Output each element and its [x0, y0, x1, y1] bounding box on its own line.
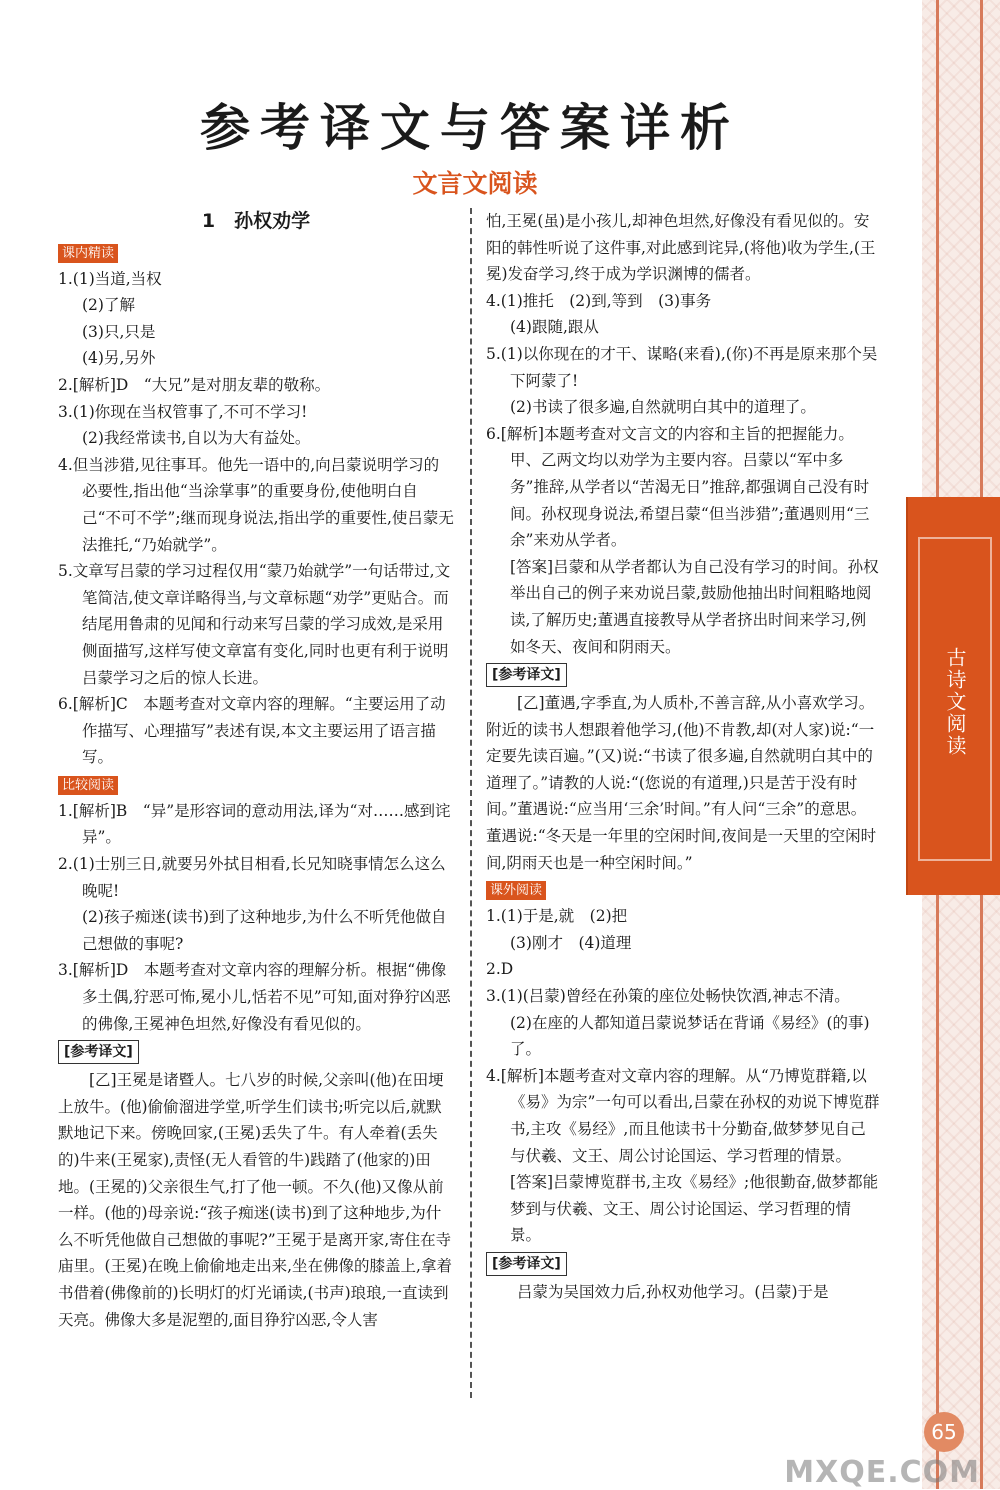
answer-item: 5.(1)以你现在的才干、谋略(来看),(你)不再是原来那个吴下阿蒙了! [486, 344, 878, 390]
answer-subitem: (4)另,另外 [82, 349, 156, 368]
answer-item: 4.但当涉猎,见往事耳。他先一语中的,向吕蒙说明学习的必要性,指出他“当涂掌事”的重要身份,使他明白自己“不可不学”;继而现身说法,指出学的重要性,使吕蒙无法推托,“乃始就学”。 [58, 455, 454, 554]
answer-subitem: (3)只,只是 [82, 322, 156, 341]
page-number: 65 [924, 1412, 964, 1452]
reference-translation-label: [参考译文] [58, 1040, 139, 1064]
answer-subitem: [答案]吕蒙博览群书,主攻《易经》;他很勤奋,做梦都能梦到与伏羲、文王、周公讨论国运、学习哲理的情景。 [510, 1173, 879, 1245]
answer-item: 1.[解析]B “异”是形容词的意动用法,译为“对……感到诧异”。 [58, 801, 451, 847]
translation-text: [乙]王冕是诸暨人。七八岁的时候,父亲叫(他)在田埂上放牛。(他)偷偷溜进学堂,听学生们读书;听完以后,就默默地记下来。傍晚回家,(王冕)丢失了牛。有人牵着(丢失的)牛来(王冕家),责怪(无人看管的牛)践踏了(他家的)田地。(王冕的)父亲很生气,打了他一顿。不久(他)又像从前一样。(他的)母亲说:“孩子痴迷(读书)到了这种地步,为什么不听凭他做自己想做的事呢?”王冕于是离开家,寄住在寺庙里。(王冕)在晚上偷偷地走出来,坐在佛像的膝盖上,拿着书借着(佛像前的)长明灯的灯光诵读,(书声)琅琅,一直读到天亮。佛像大多是泥塑的,面目狰狞凶恶,令人害 [58, 1071, 452, 1329]
answer-item: 1.(1)当道,当权 [58, 269, 162, 288]
right-column [486, 208, 880, 1306]
answer-item: 6.[解析]C 本题考查对文章内容的理解。“主要运用了动作描写、心理描写”表述有误,本文主要运用了语言描写。 [58, 695, 446, 767]
left-column [58, 208, 454, 1333]
section-tag: 比较阅读 [58, 776, 118, 795]
answer-subitem: (2)了解 [82, 296, 135, 315]
reference-translation-label: [参考译文] [486, 1252, 567, 1276]
answer-item: 3.(1)(吕蒙)曾经在孙策的座位处畅快饮酒,神志不清。 [486, 987, 850, 1006]
answer-item: 3.(1)你现在当权管事了,不可不学习! [58, 402, 308, 421]
reference-translation-label: [参考译文] [486, 663, 567, 687]
answer-item: 1.(1)于是,就 (2)把 [486, 907, 628, 926]
answer-item: 2.[解析]D “大兄”是对朋友辈的敬称。 [58, 375, 331, 394]
column-divider [470, 208, 472, 1398]
translation-text: 吕蒙为吴国效力后,孙权劝他学习。(吕蒙)于是 [517, 1282, 829, 1301]
answer-subitem: (4)跟随,跟从 [510, 318, 599, 337]
answer-subitem: (2)我经常读书,自以为大有益处。 [82, 429, 311, 448]
answer-item: 2.D [486, 960, 514, 979]
watermark: MXQE.COM [784, 1455, 980, 1490]
answer-item: 4.[解析]本题考查对文章内容的理解。从“乃博览群籍,以《易》为宗”一句可以看出,吕蒙在孙权的劝说下博览群书,主攻《易经》,而且他读书十分勤奋,做梦梦见自己与伏羲、文王、周公讨论国运、学习哲理的情景。 [486, 1066, 880, 1165]
answer-item: 3.[解析]D 本题考查对文章内容的理解分析。根据“佛像多土偶,狞恶可怖,冕小儿,恬若不见”可知,面对狰狞凶恶的佛像,王冕神色坦然,好像没有看见似的。 [58, 961, 451, 1033]
answer-item: 5.文章写吕蒙的学习过程仅用“蒙乃始就学”一句话带过,文笔简洁,使文章详略得当,与文章标题“劝学”更贴合。而结尾用鲁肃的见闻和行动来写吕蒙的学习成效,是采用侧面描写,这样写使文章富有变化,同时也更有利于说明吕蒙学习之后的惊人长进。 [58, 562, 451, 687]
answer-subitem: (2)书读了很多遍,自然就明白其中的道理了。 [510, 398, 816, 417]
section-side-tab [906, 497, 1000, 895]
answer-subitem: (2)在座的人都知道吕蒙说梦话在背诵《易经》(的事)了。 [510, 1013, 870, 1059]
answer-item: 4.(1)推托 (2)到,等到 (3)事务 [486, 291, 712, 310]
answer-subitem: [答案]吕蒙和从学者都认为自己没有学习的时间。孙权举出自己的例子来劝说吕蒙,鼓励他抽出时间粗略地阅读,了解历史;董遇直接教导从学者挤出时间来学习,例如冬天、夜间和阴雨天。 [510, 557, 879, 656]
section-tag: 课内精读 [58, 244, 118, 263]
answer-subitem: (2)孩子痴迷(读书)到了这种地步,为什么不听凭他做自己想做的事呢? [82, 908, 447, 953]
lesson-title: 1 孙权劝学 [201, 210, 311, 232]
section-title: 文言文阅读 [412, 169, 538, 198]
page-title: 参考译文与答案详析 [200, 99, 740, 157]
answer-item: 2.(1)士别三日,就要另外拭目相看,长兄知晓事情怎么这么晚呢! [58, 855, 446, 900]
translation-text: [乙]董遇,字季直,为人质朴,不善言辞,从小喜欢学习。附近的读书人想跟着他学习,(他)不肯教,却(对人家)说:“一定要先读百遍。”(又)说:“书读了很多遍,自然就明白其中的道理了。”请教的人说:“(您说的有道理,)只是苦于没有时间。”董遇说:“应当用‘三余’时间。”有人问“三余”的意思。董遇说:“冬天是一年里的空闲时间,夜间是一天里的空闲时间,阴雨天也是一种空闲时间。” [486, 694, 877, 872]
answer-subitem: (3)刚才 (4)道理 [510, 933, 632, 952]
section-tag: 课外阅读 [486, 881, 546, 900]
side-tab-label: 古诗文阅读 [943, 647, 967, 757]
answer-item: 6.[解析]本题考查对文言文的内容和主旨的把握能力。甲、乙两文均以劝学为主要内容。吕蒙以“军中多务”推辞,从学者以“苦渴无日”推辞,都强调自己没有时间。孙权现身说法,希望吕蒙“但当涉猎”;董遇则用“三余”来劝从学者。 [486, 424, 870, 550]
translation-text: 怕,王冕(虽)是小孩儿,却神色坦然,好像没有看见似的。安阳的韩性听说了这件事,对此感到诧异,(将他)收为学生,(王冕)发奋学习,终于成为学识渊博的儒者。 [486, 212, 876, 284]
